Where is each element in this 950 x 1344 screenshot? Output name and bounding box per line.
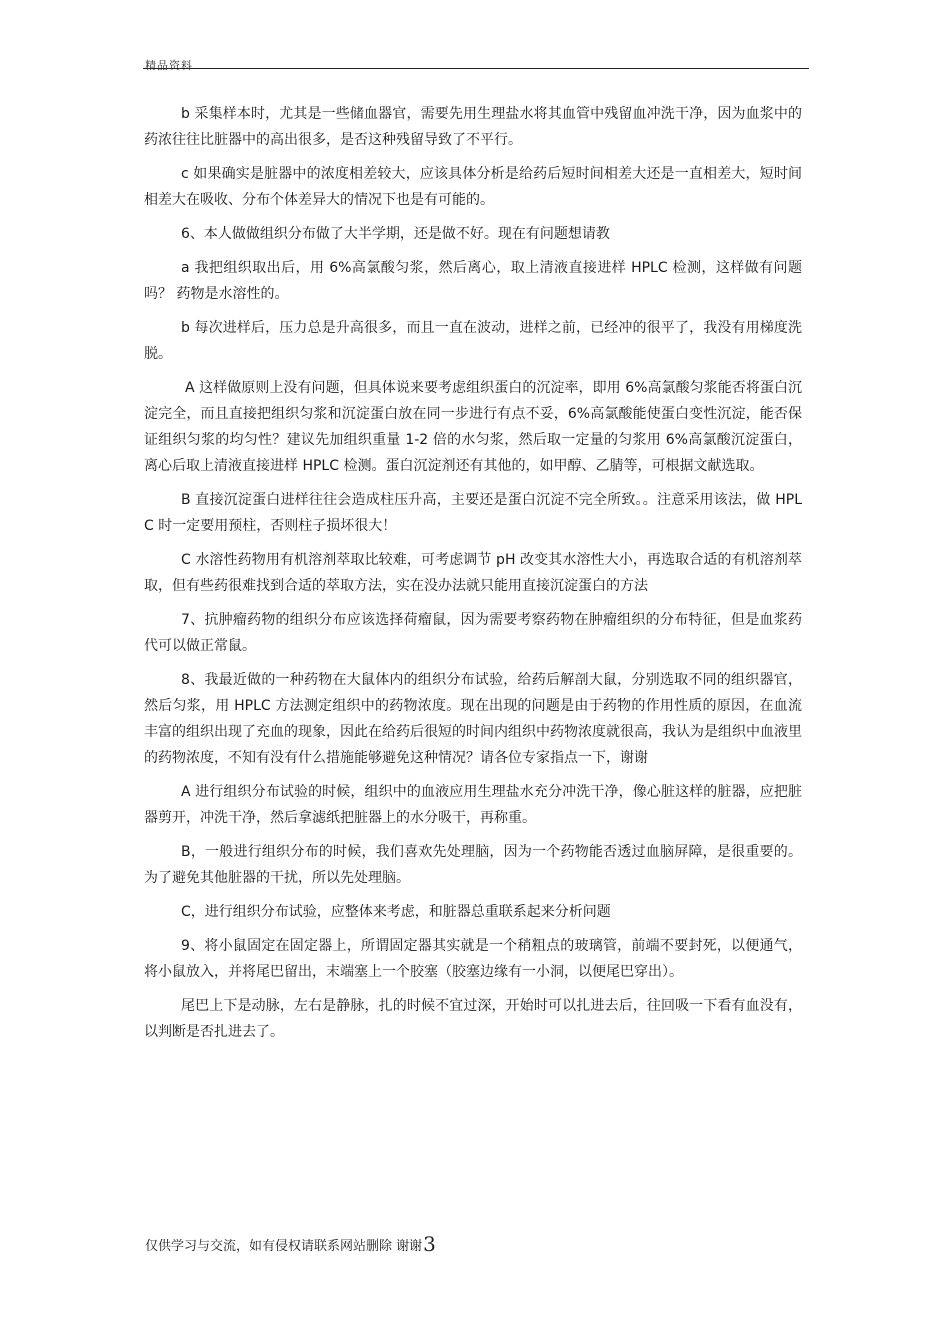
paragraph-1c: c 如果确实是脏器中的浓度相差较大，应该具体分析是给药后短时间相差大还是一直相差大，短时间相差大在吸收、分布个体差异大的情况下也是有可能的。 (144, 166, 802, 208)
paragraph-tail-note: 尾巴上下是动脉，左右是静脉，扎的时候不宜过深，开始时可以扎进去后，往回吸一下看有血没有，以判断是否扎进去了。 (144, 998, 802, 1040)
header-label: 精品资料 (145, 59, 193, 72)
document-body (144, 101, 802, 1053)
paragraph-answer-6b: B 直接沉淀蛋白进样往往会造成柱压升高，主要还是蛋白沉淀不完全所致。。注意采用该法，做 HPLC 时一定要用预柱，否则柱子损坏很大！ (144, 492, 802, 534)
footer-text: 仅供学习与交流，如有侵权请联系网站删除 谢谢 (145, 1239, 423, 1254)
paragraph-answer-6a: A 这样做原则上没有问题，但具体说来要考虑组织蛋白的沉淀率，即用 6%高氯酸匀浆能否将蛋白沉淀完全，而且直接把组织匀浆和沉淀蛋白放在同一步进行有点不妥，6%高氯酸能使蛋白变性沉淀，能否保证组织匀浆的均匀性？建议先加组织重量 1-2 倍的水匀浆，然后取一定量的匀浆用 6%高氯酸沉淀蛋白，离心后取上清液直接进样 HPLC 检测。蛋白沉淀剂还有其他的，如甲醇、乙腈等，可根据文献选取。 (144, 380, 802, 474)
paragraph-1b: b 采集样本时，尤其是一些储血器官，需要先用生理盐水将其血管中残留血冲洗干净，因为血浆中的药浓往往比脏器中的高出很多，是否这种残留导致了不平行。 (144, 106, 802, 148)
header-divider (143, 68, 809, 69)
paragraph-q9: 9、将小鼠固定在固定器上，所谓固定器其实就是一个稍粗点的玻璃管，前端不要封死，以便通气，将小鼠放入，并将尾巴留出，末端塞上一个胶塞（胶塞边缘有一小洞，以便尾巴穿出）。 (144, 938, 802, 980)
paragraph-answer-8c: C，进行组织分布试验，应整体来考虑，和脏器总重联系起来分析问题 (181, 904, 611, 920)
paragraph-q6: 6、本人做做组织分布做了大半学期，还是做不好。现在有问题想请教 (181, 226, 610, 242)
paragraph-answer-6c: C 水溶性药物用有机溶剂萃取比较难，可考虑调节 pH 改变其水溶性大小，再选取合适的有机溶剂萃取，但有些药很难找到合适的萃取方法，实在没办法就只能用直接沉淀蛋白的方法 (144, 552, 802, 594)
page-number: 3 (423, 1232, 436, 1256)
paragraph-answer-8b: B，一般进行组织分布的时候，我们喜欢先处理脑，因为一个药物能否透过血脑屏障，是很重要的。为了避免其他脏器的干扰，所以先处理脑。 (144, 844, 802, 886)
paragraph-q7: 7、抗肿瘤药物的组织分布应该选择荷瘤鼠，因为需要考察药物在肿瘤组织的分布特征，但是血浆药代可以做正常鼠。 (144, 612, 802, 654)
paragraph-q8: 8、我最近做的一种药物在大鼠体内的组织分布试验，给药后解剖大鼠，分别选取不同的组织器官，然后匀浆，用 HPLC 方法测定组织中的药物浓度。现在出现的问题是由于药物的作用性质的原因，在血流丰富的组织出现了充血的现象，因此在给药后很短的时间内组织中药物浓度就很高，我认为是组织中血液里的药物浓度，不知有没有什么措施能够避免这种情况？请各位专家指点一下，谢谢 (144, 672, 802, 766)
paragraph-answer-8a: A 进行组织分布试验的时候，组织中的血液应用生理盐水充分冲洗干净，像心脏这样的脏器，应把脏器剪开，冲洗干净，然后拿滤纸把脏器上的水分吸干，再称重。 (144, 784, 802, 826)
page-footer (145, 1232, 436, 1256)
paragraph-q6b: b 每次进样后，压力总是升高很多，而且一直在波动，进样之前，已经冲的很平了，我没有用梯度洗脱。 (144, 320, 802, 362)
paragraph-q6a: a 我把组织取出后，用 6%高氯酸匀浆，然后离心，取上清液直接进样 HPLC 检测，这样做有问题吗？ 药物是水溶性的。 (144, 260, 802, 302)
